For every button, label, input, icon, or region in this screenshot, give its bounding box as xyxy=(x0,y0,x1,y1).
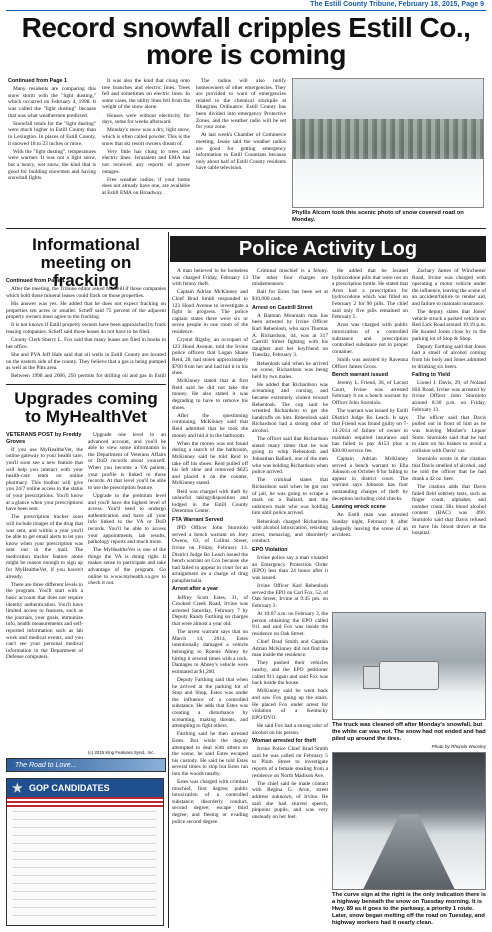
police-p: Estes was charged with criminal mischief, first degree; public intoxication of a controlled substance; disorderly conduct, second degree; escape third degree; and fleeing or evading police second degree. xyxy=(172,779,248,825)
police-p: An Estill man was arrested Sunday night, February 8, after allegedly leaving the scene of an accident. xyxy=(332,512,408,539)
police-p: Rehenlosh said when he arrived on scene, Richardson was being held by two males. xyxy=(252,360,328,380)
meeting-p: After the meeting, the Tribune editor asked McNeill if those companies which hold those mineral leases could frack on those properties. xyxy=(6,286,166,299)
snow-photo-caption: Phyllis Alcorn took this scenic photo of snow covered road on Monday. xyxy=(292,210,464,223)
meeting-p: Between 1998 and 2006, 293 permits for drilling oil and gas in Estill xyxy=(11,373,166,380)
section-divider xyxy=(6,228,486,229)
snowfall-p: Very little has clung to trees and electric lines. Jerusalem and EMA has not received any reports of power outages. xyxy=(102,148,190,175)
section-divider xyxy=(6,384,166,385)
police-p: At 10:07 a.m. on February 3, the person obtaining the EPO called 911 and said Fox was inside the residence on Oak Street. xyxy=(252,611,328,637)
police-p: The officer said that Richardson stated many times that he was going to whip Rehenlosh and Johnathan Ballard, one of the men who was holding Richardson when police arrived. xyxy=(252,436,328,476)
police-p: McKinney said he went back and saw Fox going up the stairs. He placed Fox under arrest for violation of a Kentucky EPO/DVO. xyxy=(252,688,328,721)
truck-shape xyxy=(379,661,440,691)
snowfall-col-1 xyxy=(8,78,96,224)
police-p: A man believed to be homeless was charged Friday, February 13 with felony theft. xyxy=(172,268,248,288)
flag-stripes xyxy=(7,797,163,807)
police-subhead: Arrest on Castrill Street xyxy=(252,304,313,311)
police-p: Smith was assisted by Ravenna Officer James Gross. xyxy=(332,356,408,370)
meeting-body xyxy=(6,278,166,380)
vet-p: There are three different levels to the program. You'll start with a basic account that does not require identity authentication. You'll have limited access to features, such as the journals, your goals, immunize info, health measurements and self-reported information such as lab work and medical events, and you can't see your personal medical information in the Department of Defense computers. xyxy=(6,581,83,661)
meeting-p: His answer was yes. He added that he does not expect fracking on properties ten acres or smaller. Scheff said 75 percent of the adjacent property owners must agree to the fracking. xyxy=(6,300,166,321)
vet-col-1 xyxy=(6,432,83,754)
photo-trees xyxy=(293,119,483,164)
police-col-3 xyxy=(332,268,408,608)
police-p: Farthing said he then arrested Estes. But while the deputy attempted to deal with others on the scene, he said Estes escaped his custody. He said he told Estes several times to stop but Estes ran into the woods nearby. xyxy=(172,731,248,777)
meeting-continued: Continued from Page 1 xyxy=(6,278,66,284)
police-p: Captain Adrian McKinney served a bench warrant to Ella Johnson on October 6 for failing to appear in district court. The warrant says Johnson has four outstanding charges of theft by deception including cold checks. xyxy=(332,456,408,502)
police-p: Captain Adrian McKinney and Chief Brad Smith responded to 123 Hood Avenue to investigate a fight in progress. The police captain states there were six or seven people in one room of the residence. xyxy=(172,289,248,335)
vet-copyright: (c) 2015 King Features Synd., Inc. xyxy=(88,750,155,755)
police-p: The chief said he made contact with Regina G. Aron, street address unknown, of Irvine. He said she had slurred speech, pinpoint pupils, and was very unsteady on her feet. xyxy=(252,780,328,820)
highway-curve-photo xyxy=(332,752,486,890)
police-p: He added that Richardson was screaming and cursing, and became extremely violent toward Rehenlosh. The cop said he wrestled Richardson to get the handcuffs on him. Rehenlosh said Richardson had a strong odor of alcohol. xyxy=(252,381,328,435)
masthead: The Estill County Tribune, February 18, 2015, Page 9 xyxy=(310,1,484,8)
meeting-p: It is not known if Estill property owners have been approached by frack leasing companies. Scheff said those leases do not have to be filed. xyxy=(6,322,166,335)
snowfall-p: Snowfall totals for the "light dusting" were much higher in Estill County than in Lexington. In places of Estill County, it snowed 18 to 23 inches or more. xyxy=(8,120,96,147)
police-p: The arrest warrant says that on March 14, 2014, Estes intentionally damaged a vehicle belonging to Ronnie Abney by hitting it several times with a rock. Damages to Abney's vehicle were estimated at $1,200. xyxy=(172,629,248,675)
police-p: The citation adds that Davis failed field sobriety tests, such as finger count, alphabet, and number count. His blood alcohol content (BAC) was .090. Sturniolo said that Davis refused to have his blood drawn at the hospital. xyxy=(412,483,486,537)
snowfall-p: Houses were without electricity for days, some for weeks afterward. xyxy=(102,112,190,126)
snowfall-p: It was also the kind that clung onto tree branches and electric lines. Trees fell and sometimes on electric lines. In some cases, the utility lines fell from the weight of the snow alone. xyxy=(102,78,190,111)
snowfall-col-3 xyxy=(196,78,286,224)
police-p: Crystal Rigsby, an occupant of 123 Hood Avenue, told the Irvine police officers that Logan Shane Reid, 28, had stolen approximately $700 from her and had hid it in his shoe. xyxy=(172,337,248,377)
meeting-headline: Informational meeting on fracking xyxy=(32,235,140,290)
vet-p: The prescription tracker soon will include images of the drug that was sent, and within a year you'll be able to get email alerts to let you know when your prescription was sent out in the mail. The medication tracker feature alone might be reason enough to sign up for MyHealtheVet, if you haven't already. xyxy=(6,514,83,580)
road-photo-caption: The curve sign at the right is the only indication there is a highway beneath the snow on Tuesday morning. It is Hwy. 89 as it goes to the parkway, a priority 1 route. Later, snow began melting off the road on Tuesday, and highway workers had it nearly clean. xyxy=(332,892,486,926)
police-subhead: Leaving wreck scene xyxy=(332,504,386,511)
truck-photo-caption: The truck was cleaned off after Monday's snowfall, but the white car was not. The snow had not ended and had piled up around the tires. xyxy=(332,722,486,742)
police-col-4 xyxy=(412,268,486,608)
police-p: When the money was not found during a search of the bathroom, McKinney said he told Reid to take off his shoes. Reid pulled off his left shoe and removed $625 and placed it on the counter, McKinney stated. xyxy=(172,440,248,487)
truck-photo-credit: Photo by Rhonda Woosley xyxy=(431,744,486,749)
police-p: Chief Brad Smith and Captain Adrian McKinney did not find the man inside the residence. xyxy=(252,639,328,659)
vet-p: If you use MyHealtheVet, the online gateway to your health care, you'll soon see a new feature that will help you interact with your health-care team on online pharmacy. This toolbar will give you 24/7 online access to the status of your prescriptions. You'll know at a glance when your prescriptions have been sent. xyxy=(6,446,83,513)
police-p: Zachary James of Winchester Road, Irvine was charged with operating a motor vehicle under the influence, leaving the scene of an accident/failure to render aid, and failure to maintain insurance. xyxy=(412,268,486,307)
police-p: Aron was charged with public intoxication of a controlled substance and prescription controlled substance not in proper container. xyxy=(332,322,408,355)
snowfall-col-2 xyxy=(102,78,190,224)
truck-snow-photo xyxy=(332,612,486,720)
police-p: Irvine police say a man violated an Emergency Protection Order (EPO) less than 24 hours after it was issued. xyxy=(252,555,328,581)
vet-headline: Upgrades coming to MyHealthVet xyxy=(14,389,158,426)
police-p: The officer said that Davis pulled out in front of him as he was leaving Mosher's Liquor Store. Sturniolo said that he had to slam on his brakes to avoid a collision with Davis' car. xyxy=(412,414,486,454)
ad-title: GOP CANDIDATES xyxy=(29,783,110,793)
police-p: Jeremy L. Friend, 36, of Locust Court, Irvine was arrested February 6 on a bench warrant by Officer John Sturniolo. xyxy=(332,380,408,407)
vet-p: The MyHealtheVet is one of the things the VA is doing right. It makes sense to participate and take advantage of the program. Go online to www.myhealth.va.gov to check it out. xyxy=(88,547,166,587)
police-subhead: FTA Warrant Served xyxy=(172,516,224,523)
gop-candidates-ad xyxy=(6,778,164,926)
police-subhead: EPO Violation xyxy=(252,546,288,553)
police-log-headline: Police Activity Log xyxy=(170,236,486,262)
police-subhead: Failing to Yield xyxy=(412,372,451,379)
photo-snow-ground xyxy=(293,159,483,207)
road-to-love-banner: The Road to Love... xyxy=(6,758,166,772)
snowfall-p: Monday's snow was a dry, light snow, which is often called powder. This is the snow that ski resort owners dream of. xyxy=(102,127,190,147)
snowfall-continued: Continued from Page 1 xyxy=(8,78,68,84)
meeting-p: County Clerk Sherry L. Fox said that many leases are filed in books in her office. xyxy=(6,337,166,350)
snowfall-p: Many residents are comparing this snow storm with the "light dusting," which occurred on February 4, 1998. It was called the "light dusting" because that was what weathermen predicted. xyxy=(8,86,96,119)
police-p: Lionel J. Davis, 29, of Noland Hill Road, Irvine was arrested by Irvine Officer John Sturniolo around 8:30 p.m. on Friday, February 13. xyxy=(412,380,486,413)
ad-body xyxy=(13,811,157,919)
police-p: They pushed their vehicles nearby, and the EPO petitioner called 911 again and said Fox was back inside the house. xyxy=(252,660,328,687)
police-p: Reid was charged with theft by unlawful taking/disposition and lodged in the Estill County Detention Center. xyxy=(172,488,248,515)
road-shape xyxy=(363,814,454,889)
police-subhead: Arrest after a year xyxy=(172,586,219,593)
snowfall-p: With the "light dusting", temperatures were warmer. It was not a light snow, but a heavy, wet snow, the kind that is good for building snowmen and having snowball fights. xyxy=(8,148,96,182)
police-p: Bail for Estes has been set at $10,000 cash. xyxy=(252,289,328,302)
police-p: He added that he located hydrocodone pills that were not on a prescription bottle. He stated that Aron had a prescription for hydrocodone which was filled on February 2 for 90 pills. The chief said only five pills remained on February 5. xyxy=(332,268,408,321)
police-p: The criminal states that Richardson said when he got out of jail, he was going to scrape a mark on a Ballard, and the unknown male who was holding him until police arrived. xyxy=(252,477,328,517)
snowfall-p: Free weather radios, if your home does not already have one, are available at Estill EMA on Broadway. xyxy=(102,176,190,196)
vet-p: Upgrade one level to an advanced account, and you'll be able to view some information in the Department of Veterans Affairs or DoD records about yourself. When you become a VA patient, your profile is linked to those records. At that level you'll be able to use the prescription feature. xyxy=(88,432,166,491)
police-p: The deputy states that Jones' vehicle struck a parked vehicle on Red Lick Road around 10:19 p.m. He located Jones close by in the parking lot of Stop & Shop. xyxy=(412,309,486,342)
vet-byline: VETERANS POST by Freddy Groves xyxy=(6,432,82,445)
police-p: Irvine Officer Karl Rehenlosh served the EPO on Carl Fox, 52, of Oak Street, Irvine at 9:45 pm. on February 3. xyxy=(252,583,328,609)
police-subhead: Bench warrant issued xyxy=(332,372,389,379)
vet-p: Upgrade to the premium level and you'll have the highest level of access. You'll need to undergo authentication and have all your info linked to the VA or DoD records. You'll be able to access your appointments, lab results, pathology reports and much more. xyxy=(88,492,166,546)
police-p: Deputy Farthing said that when he arrived at the parking lot of Stop and Shop, Estes was under the influence of a controlled substance. He adds that Estes was creating a disturbance by screaming, making threats, and attempting to fight others. xyxy=(172,676,248,730)
vet-col-2 xyxy=(88,432,166,748)
police-col-1 xyxy=(172,268,248,928)
police-subhead: Woman arrested for theft xyxy=(252,738,316,745)
snowfall-headline: Record snowfall cripples Estill Co., more is coming xyxy=(21,12,471,70)
police-p: A Batman Mountain man has been arrested by Irvine Officer Karl Rehenlosh, who says Thomas A. Richardson, 44, was at 317 Castrill Street fighting with his daughter and her boyfriend on Tuesday, February 3. xyxy=(252,312,328,359)
police-p: The warrant was issued by Estill District Judge Bo Leach. It says that Friend was found guilty on 7-14-2014 of failure of owner to maintain required insurance and has failed to pay $153 plus a $30.00 service fee. xyxy=(332,408,408,454)
police-p: McKinney stated that at first Reid said he did not take the money. He also stated it was degrading to have to remove his shoes. xyxy=(172,378,248,411)
police-p: IPD Officer John Sturniolo served a bench warrant on Joey Owens, 63, of Collins Street, Irvine on Friday, February 13. District Judge Bo Leach issued the bench warrant on Cox because she had failed to appear in court for an arraignment on a charge of drug paraphernalia. xyxy=(172,525,248,584)
police-p: Sturniolo wrote in the citation that Davis smelled of alcohol, and he told the officer that he had drank a 42 oz. beer. xyxy=(412,456,486,482)
police-col-2 xyxy=(252,268,328,928)
police-p: Rehenlosh charged Richardson with alcohol intoxication, resisting arrest, menacing, and disorderly conduct. xyxy=(252,518,328,545)
police-p: Jeffrey Scott Estes, 31, of Crooked Creek Road, Irvine was arrested Saturday, February 7 by Deputy Randy Farthing on charges that were almost a year old. xyxy=(172,594,248,628)
police-p: Criminal mischief is a felony. The other four charges are misdemeanors. xyxy=(252,268,328,288)
meeting-p: She and PVA Jeff Hale said that oil wells in Estill County are located on the eastern side of the county. They believe that a gas is being pumped as well as the Pitts area. xyxy=(6,351,166,372)
police-p: After the questioning continuing, McKinney said that Reid admitted that he took the money and hid it in the bathroom. xyxy=(172,412,248,439)
police-p: Irvine Police Chief Brad Smith said he was called on February 5 to Plum Street to investigate reports of a female stealing from a residence on North Madison Ave. xyxy=(252,746,328,779)
snowfall-p: The radios will also notify homeowners of other emergencies. They are provided to warn of emergencies related to the chemical stockpile at Bluegrass Ordinance. Estill County has been divided into emergency Protective Zones, and the weather radio will be set for your zone. xyxy=(196,78,286,131)
snow-covered-road-photo xyxy=(292,78,484,208)
column-divider xyxy=(168,232,169,928)
police-p: Deputy Farthing said that Jones had a smell of alcohol coming from his body and Jones admitted to drinking six beers. xyxy=(412,343,486,370)
star-icon: ★ xyxy=(12,781,23,795)
snowfall-p: At last week's Chamber of Commerce meeting, Jessie said the weather radios are good for getting emergency information to Estill Countians because only about half of Estill County residents have cable television. xyxy=(196,132,286,172)
police-p: He said Fox had a strong odor of alcohol on his person. xyxy=(252,722,328,736)
ad-header xyxy=(7,779,163,797)
